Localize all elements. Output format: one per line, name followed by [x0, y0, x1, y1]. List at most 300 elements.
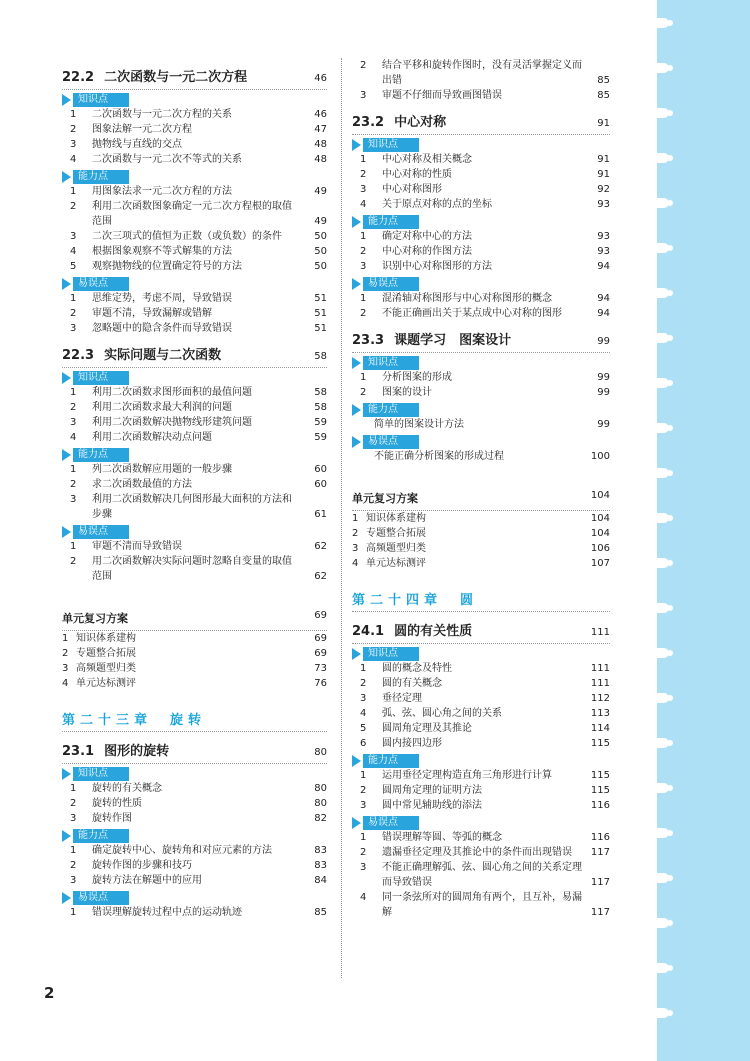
section-number: 22.3	[62, 348, 95, 363]
toc-entry[interactable]	[352, 830, 610, 845]
entry-text: 旋转作图	[92, 813, 132, 824]
unit-entry[interactable]	[352, 541, 610, 556]
toc-left-column	[62, 58, 327, 920]
entry-page: 69	[314, 633, 327, 644]
toc-entry[interactable]	[62, 554, 327, 584]
entry-text: 不能正确分析图案的形成过程	[374, 451, 504, 462]
entry-text: 结合平移和旋转作图时，没有灵活掌握定义而出错	[382, 60, 582, 86]
entry-text: 运用垂径定理构造直角三角形进行计算	[382, 770, 552, 781]
unit-entry[interactable]	[62, 646, 327, 661]
entry-text: 圆中常见辅助线的添法	[382, 800, 482, 811]
entry-text: 旋转作图的步骤和技巧	[92, 860, 192, 871]
toc-entry[interactable]	[352, 244, 610, 259]
category-text: 能力点	[363, 403, 419, 417]
entry-number: 2	[70, 124, 77, 135]
toc-entry[interactable]	[352, 58, 610, 88]
entry-text: 确定对称中心的方法	[382, 231, 472, 242]
entry-number: 1	[70, 907, 77, 918]
category-text: 易误点	[73, 525, 129, 539]
category-label	[352, 356, 610, 370]
entry-page: 104	[590, 528, 610, 539]
toc-entry[interactable]	[62, 229, 327, 244]
entry-page: 85	[597, 90, 610, 101]
toc-entry[interactable]	[62, 873, 327, 888]
play-triangle-icon	[62, 449, 71, 461]
entry-page: 111	[590, 663, 610, 674]
entry-text: 知识体系建构	[366, 513, 426, 524]
binder-ring-icon	[653, 738, 669, 748]
binder-ring-icon	[653, 243, 669, 253]
category-label	[352, 816, 610, 830]
play-triangle-icon	[62, 526, 71, 538]
section-number: 23.3	[352, 333, 385, 348]
play-triangle-icon	[352, 817, 361, 829]
entry-number: 3	[70, 494, 77, 505]
entry-text: 利用二次函数求图形面积的最值问题	[92, 387, 252, 398]
category-text: 易误点	[363, 277, 419, 291]
entry-page: 62	[314, 571, 327, 582]
entry-page: 117	[590, 847, 610, 858]
toc-entry[interactable]	[62, 385, 327, 400]
toc-entry[interactable]	[352, 783, 610, 798]
entry-number: 4	[352, 558, 359, 569]
play-triangle-icon	[62, 892, 71, 904]
entry-number: 4	[70, 246, 77, 257]
binder-ring-icon	[653, 198, 669, 208]
toc-entry[interactable]	[62, 477, 327, 492]
toc-entry[interactable]	[352, 890, 610, 920]
toc-entry[interactable]	[62, 244, 327, 259]
category-text: 知识点	[73, 93, 129, 107]
entry-text: 审题不仔细而导致画图错误	[382, 90, 502, 101]
entry-text: 利用二次函数解决抛物线形建筑问题	[92, 417, 252, 428]
entry-text: 求二次函数最值的方法	[92, 479, 192, 490]
toc-entry[interactable]	[62, 137, 327, 152]
entry-text: 圆的有关概念	[382, 678, 442, 689]
binder-ring-icon	[653, 828, 669, 838]
toc-entry[interactable]	[352, 152, 610, 167]
entry-text: 垂径定理	[382, 693, 422, 704]
entry-number: 2	[352, 528, 359, 539]
binder-ring-icon	[653, 423, 669, 433]
entry-page: 94	[597, 308, 610, 319]
entry-number: 1	[70, 464, 77, 475]
entry-number: 1	[70, 387, 77, 398]
chapter-heading[interactable]: 第二十三章 旋转	[62, 709, 327, 732]
category-text: 能力点	[363, 754, 419, 768]
entry-page: 60	[314, 479, 327, 490]
entry-number: 3	[70, 139, 77, 150]
entry-number: 1	[360, 770, 367, 781]
entry-page: 107	[590, 558, 610, 569]
section-title-wrap	[62, 740, 169, 759]
toc-entry[interactable]	[352, 370, 610, 385]
toc-entry[interactable]	[352, 449, 610, 464]
toc-entry[interactable]	[352, 291, 610, 306]
entry-text: 忽略题中的隐含条件而导致错误	[92, 323, 232, 334]
entry-text: 弧、弦、圆心角之间的关系	[382, 708, 502, 719]
entry-number: 3	[360, 184, 367, 195]
section-heading[interactable]	[352, 620, 610, 644]
toc-entry[interactable]	[352, 385, 610, 400]
toc-entry[interactable]	[62, 811, 327, 826]
toc-entry[interactable]	[352, 182, 610, 197]
entry-number: 4	[360, 708, 367, 719]
category-label	[62, 891, 327, 905]
toc-entry[interactable]	[352, 676, 610, 691]
category-text: 易误点	[73, 277, 129, 291]
binder-ring-icon	[653, 513, 669, 523]
toc-entry[interactable]	[62, 184, 327, 199]
entry-text: 知识体系建构	[76, 633, 136, 644]
entry-text: 二次函数与一元二次方程的关系	[92, 109, 232, 120]
category-label	[62, 448, 327, 462]
unit-entry[interactable]	[62, 631, 327, 646]
toc-entry[interactable]	[352, 167, 610, 182]
entry-number: 5	[70, 261, 77, 272]
toc-entry[interactable]	[352, 736, 610, 751]
category-label	[62, 767, 327, 781]
entry-page: 99	[597, 419, 610, 430]
section-number: 22.2	[62, 70, 95, 85]
toc-entry[interactable]	[62, 539, 327, 554]
entry-text: 简单的图案设计方法	[374, 419, 464, 430]
unit-review-heading[interactable]	[352, 490, 610, 511]
section-number: 23.2	[352, 115, 385, 130]
toc-entry[interactable]	[62, 858, 327, 873]
entry-text: 错误理解旋转过程中点的运动轨迹	[92, 907, 242, 918]
section-heading[interactable]	[62, 740, 327, 764]
entry-number: 3	[352, 543, 359, 554]
section-page: 46	[314, 73, 327, 84]
binder-ring-icon	[653, 63, 669, 73]
section-title: 中心对称	[394, 115, 447, 130]
entry-number: 1	[70, 186, 77, 197]
entry-text: 单元达标测评	[366, 558, 426, 569]
category-text: 知识点	[363, 138, 419, 152]
toc-entry[interactable]	[352, 306, 610, 321]
entry-page: 51	[314, 293, 327, 304]
entry-text: 错误理解等圆、等弧的概念	[382, 832, 502, 843]
entry-page: 93	[597, 199, 610, 210]
section-title-wrap	[352, 111, 446, 130]
section-page: 111	[590, 627, 610, 638]
entry-text: 单元达标测评	[76, 678, 136, 689]
toc-entry[interactable]	[62, 306, 327, 321]
entry-text: 旋转的有关概念	[92, 783, 162, 794]
toc-entry[interactable]	[62, 796, 327, 811]
entry-text: 二次函数与一元二次不等式的关系	[92, 154, 242, 165]
entry-page: 80	[314, 798, 327, 809]
category-label	[62, 277, 327, 291]
entry-text: 确定旋转中心、旋转角和对应元素的方法	[92, 845, 272, 856]
category-text: 易误点	[363, 435, 419, 449]
category-text: 能力点	[363, 215, 419, 229]
unit-entry[interactable]	[352, 556, 610, 571]
unit-title: 单元复习方案	[62, 612, 128, 625]
entry-text: 审题不清，导致漏解或错解	[92, 308, 212, 319]
section-title-wrap	[352, 329, 511, 348]
entry-text: 不能正确画出关于某点成中心对称的图形	[382, 308, 562, 319]
entry-number: 1	[360, 663, 367, 674]
entry-text: 中心对称图形	[382, 184, 442, 195]
entry-page: 104	[590, 513, 610, 524]
entry-number: 1	[70, 845, 77, 856]
entry-text: 用图象法求一元二次方程的方法	[92, 186, 232, 197]
entry-page: 51	[314, 308, 327, 319]
entry-page: 113	[590, 708, 610, 719]
entry-page: 62	[314, 541, 327, 552]
binder-ring-icon	[653, 603, 669, 613]
entry-number: 2	[360, 60, 367, 71]
unit-entry[interactable]	[352, 526, 610, 541]
play-triangle-icon	[352, 216, 361, 228]
toc-entry[interactable]	[62, 905, 327, 920]
entry-page: 51	[314, 323, 327, 334]
toc-entry[interactable]	[62, 122, 327, 137]
section-title: 二次函数与一元二次方程	[104, 70, 248, 85]
category-label	[352, 435, 610, 449]
entry-page: 85	[597, 75, 610, 86]
entry-number: 1	[360, 154, 367, 165]
play-triangle-icon	[62, 94, 71, 106]
entry-number: 2	[70, 479, 77, 490]
entry-page: 80	[314, 783, 327, 794]
toc-entry[interactable]	[352, 88, 610, 103]
toc-entry[interactable]	[62, 415, 327, 430]
category-text: 知识点	[73, 767, 129, 781]
entry-text: 列二次函数解应用题的一般步骤	[92, 464, 232, 475]
entry-page: 116	[590, 832, 610, 843]
entry-page: 106	[590, 543, 610, 554]
play-triangle-icon	[62, 768, 71, 780]
play-triangle-icon	[352, 436, 361, 448]
category-text: 能力点	[73, 170, 129, 184]
entry-number: 3	[70, 417, 77, 428]
toc-entry[interactable]	[352, 259, 610, 274]
toc-entry[interactable]	[62, 400, 327, 415]
entry-number: 4	[360, 199, 367, 210]
entry-number: 1	[352, 513, 359, 524]
entry-number: 2	[360, 387, 367, 398]
category-text: 易误点	[73, 891, 129, 905]
entry-number: 2	[360, 308, 367, 319]
entry-page: 73	[314, 663, 327, 674]
category-label	[62, 93, 327, 107]
entry-page: 60	[314, 464, 327, 475]
section-title-wrap	[352, 620, 472, 639]
category-label	[62, 525, 327, 539]
category-text: 知识点	[73, 371, 129, 385]
entry-text: 圆内接四边形	[382, 738, 442, 749]
unit-page: 104	[590, 490, 610, 501]
entry-text: 不能正确理解弧、弦、圆心角之间的关系定理而导致错误	[382, 862, 582, 888]
entry-page: 114	[590, 723, 610, 734]
play-triangle-icon	[352, 404, 361, 416]
entry-page: 50	[314, 231, 327, 242]
entry-page: 50	[314, 261, 327, 272]
entry-text: 图象法解一元二次方程	[92, 124, 192, 135]
category-text: 能力点	[73, 829, 129, 843]
unit-title: 单元复习方案	[352, 492, 418, 505]
play-triangle-icon	[62, 171, 71, 183]
section-number: 24.1	[352, 624, 385, 639]
entry-text: 识别中心对称图形的方法	[382, 261, 492, 272]
entry-page: 58	[314, 402, 327, 413]
unit-entry[interactable]	[62, 661, 327, 676]
section-heading[interactable]	[352, 111, 610, 135]
category-label	[62, 170, 327, 184]
entry-number: 2	[70, 308, 77, 319]
category-label	[352, 754, 610, 768]
toc-entry[interactable]	[352, 197, 610, 212]
entry-text: 专题整合拓展	[366, 528, 426, 539]
entry-text: 中心对称及相关概念	[382, 154, 472, 165]
entry-number: 4	[70, 154, 77, 165]
binder-ring-icon	[653, 648, 669, 658]
toc-entry[interactable]	[62, 199, 327, 229]
toc-entry[interactable]	[62, 259, 327, 274]
entry-number: 1	[70, 783, 77, 794]
entry-number: 3	[360, 693, 367, 704]
toc-entry[interactable]	[352, 768, 610, 783]
toc-entry[interactable]	[352, 845, 610, 860]
binder-ring-icon	[653, 153, 669, 163]
toc-entry[interactable]	[62, 462, 327, 477]
entry-number: 2	[70, 556, 77, 567]
section-number: 23.1	[62, 744, 95, 759]
binder-ring-icon	[653, 918, 669, 928]
toc-entry[interactable]	[62, 781, 327, 796]
entry-number: 2	[70, 402, 77, 413]
entry-text: 审题不清而导致错误	[92, 541, 182, 552]
binder-ring-icon	[653, 963, 669, 973]
entry-page: 99	[597, 387, 610, 398]
toc-entry[interactable]	[352, 860, 610, 890]
entry-page: 61	[314, 509, 327, 520]
column-divider	[341, 58, 342, 978]
entry-number: 1	[360, 372, 367, 383]
entry-text: 利用二次函数解决动点问题	[92, 432, 212, 443]
entry-number: 2	[360, 678, 367, 689]
toc-entry[interactable]	[352, 229, 610, 244]
play-triangle-icon	[352, 755, 361, 767]
category-label	[62, 829, 327, 843]
entry-page: 94	[597, 293, 610, 304]
entry-page: 93	[597, 231, 610, 242]
toc-entry[interactable]	[62, 291, 327, 306]
toc-entry[interactable]	[352, 417, 610, 432]
toc-entry[interactable]	[352, 661, 610, 676]
toc-entry[interactable]	[62, 321, 327, 336]
unit-entry[interactable]	[62, 676, 327, 691]
entry-text: 关于原点对称的点的坐标	[382, 199, 492, 210]
entry-page: 59	[314, 432, 327, 443]
entry-number: 4	[62, 678, 69, 689]
category-text: 知识点	[363, 356, 419, 370]
toc-entry[interactable]	[62, 430, 327, 445]
entry-text: 专题整合拓展	[76, 648, 136, 659]
category-label	[352, 215, 610, 229]
chapter-heading[interactable]: 第二十四章 圆	[352, 589, 610, 612]
entry-page: 115	[590, 770, 610, 781]
entry-number: 1	[70, 109, 77, 120]
play-triangle-icon	[62, 372, 71, 384]
entry-number: 3	[360, 261, 367, 272]
toc-entry[interactable]	[62, 152, 327, 167]
entry-text: 旋转的性质	[92, 798, 142, 809]
section-heading[interactable]	[62, 66, 327, 90]
entry-number: 2	[70, 798, 77, 809]
entry-number: 2	[360, 169, 367, 180]
entry-page: 82	[314, 813, 327, 824]
section-heading[interactable]	[62, 344, 327, 368]
binder-ring-icon	[653, 1008, 669, 1018]
entry-page: 49	[314, 216, 327, 227]
entry-number: 3	[70, 813, 77, 824]
binder-ring-icon	[653, 288, 669, 298]
entry-text: 根据图象观察不等式解集的方法	[92, 246, 232, 257]
entry-text: 同一条弦所对的圆周角有两个，且互补，易漏解	[382, 892, 582, 918]
toc-right-column	[352, 58, 610, 920]
toc-entry[interactable]	[62, 107, 327, 122]
entry-page: 46	[314, 109, 327, 120]
entry-number: 1	[70, 293, 77, 304]
toc-entry[interactable]	[352, 721, 610, 736]
entry-number: 2	[360, 847, 367, 858]
entry-number: 4	[360, 892, 367, 903]
entry-page: 94	[597, 261, 610, 272]
toc-entry[interactable]	[352, 691, 610, 706]
toc-entry[interactable]	[62, 492, 327, 522]
entry-page: 116	[590, 800, 610, 811]
section-page: 58	[314, 351, 327, 362]
entry-text: 圆周角定理及其推论	[382, 723, 472, 734]
entry-page: 83	[314, 845, 327, 856]
section-heading[interactable]	[352, 329, 610, 353]
toc-entry[interactable]	[352, 798, 610, 813]
play-triangle-icon	[352, 139, 361, 151]
entry-text: 抛物线与直线的交点	[92, 139, 182, 150]
entry-page: 115	[590, 738, 610, 749]
entry-number: 1	[62, 633, 69, 644]
entry-number: 5	[360, 723, 367, 734]
entry-text: 旋转方法在解题中的应用	[92, 875, 202, 886]
unit-review-heading[interactable]	[62, 610, 327, 631]
entry-page: 85	[314, 907, 327, 918]
entry-number: 3	[360, 862, 367, 873]
entry-text: 高频题型归类	[366, 543, 426, 554]
entry-number: 1	[360, 231, 367, 242]
binder-ring-icon	[653, 468, 669, 478]
entry-number: 1	[360, 293, 367, 304]
entry-text: 二次三项式的值恒为正数（或负数）的条件	[92, 231, 282, 242]
unit-entry[interactable]	[352, 511, 610, 526]
category-text: 知识点	[363, 647, 419, 661]
entry-number: 3	[360, 90, 367, 101]
entry-text: 分析图案的形成	[382, 372, 452, 383]
toc-entry[interactable]	[62, 843, 327, 858]
entry-page: 92	[597, 184, 610, 195]
entry-page: 117	[590, 877, 610, 888]
section-title: 实际问题与二次函数	[104, 348, 222, 363]
toc-entry[interactable]	[352, 706, 610, 721]
section-title-wrap	[62, 66, 247, 85]
play-triangle-icon	[352, 357, 361, 369]
category-text: 能力点	[73, 448, 129, 462]
entry-page: 93	[597, 246, 610, 257]
entry-number: 3	[70, 323, 77, 334]
